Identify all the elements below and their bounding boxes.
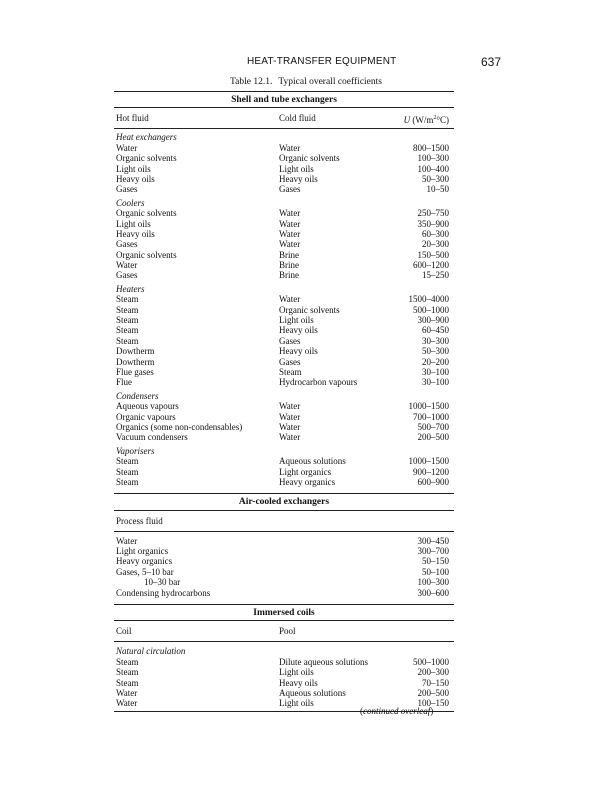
u-value-cell: 250–750: [417, 208, 449, 219]
hot-fluid-cell: Organic solvents: [116, 153, 177, 164]
cold-fluid-cell: Gases: [279, 184, 301, 195]
table-row: [114, 219, 454, 229]
shell-tube-body: [114, 129, 454, 489]
table-row: [114, 588, 454, 598]
group-heading: [114, 391, 454, 401]
u-value-cell: 300–450: [417, 535, 449, 546]
hot-fluid-cell: Flue gases: [116, 367, 154, 377]
coil-cell: Steam: [116, 667, 139, 678]
table-row: [114, 456, 454, 466]
group-heading: [114, 446, 454, 456]
u-value-cell: 900–1200: [413, 466, 449, 477]
u-value-cell: 200–500: [417, 432, 449, 443]
coefficients-table: [114, 91, 454, 712]
col-pool: Pool: [279, 626, 296, 637]
cold-fluid-cell: Water: [279, 401, 301, 412]
cold-fluid-cell: Aqueous solutions: [279, 456, 346, 467]
u-value-cell: 100–300: [417, 577, 449, 588]
table-row: [114, 377, 454, 387]
u-value-cell: 30–300: [422, 335, 449, 346]
pool-cell: Light oils: [279, 698, 314, 709]
table-row: [114, 270, 454, 280]
table-row: [114, 315, 454, 325]
column-header-row: [114, 516, 454, 528]
u-value-cell: 300–900: [417, 315, 449, 326]
u-value-cell: 50–300: [422, 346, 449, 357]
cold-fluid-cell: Hydrocarbon vapours: [279, 377, 358, 388]
u-value-cell: 100–150: [417, 698, 449, 709]
table-row: [114, 546, 454, 556]
column-header-row: [114, 113, 454, 125]
running-header: [0, 56, 612, 70]
hot-fluid-cell: Gases: [116, 239, 138, 250]
u-value-cell: 500–700: [417, 421, 449, 432]
col-process-fluid: Process fluid: [116, 515, 163, 526]
hot-fluid-cell: Gases: [116, 184, 138, 195]
table-row: [114, 164, 454, 174]
hot-fluid-cell: Steam: [116, 325, 139, 336]
hot-fluid-cell: Flue: [116, 377, 133, 388]
hot-fluid-cell: Light oils: [116, 218, 151, 229]
u-value-cell: 600–1200: [413, 260, 449, 271]
u-value-cell: 1500–4000: [408, 294, 449, 305]
table-caption-text: Typical overall coefficients: [278, 77, 382, 87]
cold-fluid-cell: Brine: [279, 249, 299, 260]
u-value-cell: 300–600: [417, 587, 449, 598]
group-heading: [114, 132, 454, 142]
cold-fluid-cell: Heavy oils: [279, 173, 318, 184]
cold-fluid-cell: Light organics: [279, 466, 332, 477]
table-row: [114, 325, 454, 335]
table-row: [114, 250, 454, 260]
u-value-cell: 20–200: [422, 356, 449, 367]
cold-fluid-cell: Water: [279, 228, 301, 239]
hot-fluid-cell: Organics (some non-condensables): [116, 421, 243, 432]
table-row: [114, 174, 454, 184]
table-row: [114, 412, 454, 422]
cold-fluid-cell: Water: [279, 208, 301, 219]
hot-fluid-cell: Organic vapours: [116, 411, 176, 422]
table-row: [114, 184, 454, 194]
process-fluid-cell: Light organics: [116, 546, 169, 557]
section-title-air-cooled: Air-cooled exchangers: [238, 497, 330, 508]
hot-fluid-cell: Vacuum condensers: [116, 432, 188, 443]
table-row: [114, 688, 454, 698]
section-rule: [114, 107, 454, 108]
col-hot-fluid: Hot fluid: [116, 113, 149, 124]
table-row: [114, 294, 454, 304]
u-value-cell: 600–900: [417, 476, 449, 487]
coil-cell: Water: [116, 688, 138, 699]
u-symbol: U: [403, 115, 411, 126]
hot-fluid-cell: Heavy oils: [116, 173, 155, 184]
cold-fluid-cell: Water: [279, 218, 301, 229]
table-row: [114, 556, 454, 566]
cold-fluid-cell: Organic solvents: [279, 153, 340, 164]
u-value-cell: 50–100: [422, 566, 449, 577]
table-row: [114, 667, 454, 677]
section-rule: [114, 620, 454, 621]
u-value-cell: 30–100: [422, 377, 449, 388]
table-row: [114, 357, 454, 367]
u-value-cell: 60–450: [422, 325, 449, 336]
u-value-cell: 200–300: [417, 667, 449, 678]
continued-text: continued overleaf: [363, 706, 431, 716]
hot-fluid-cell: Steam: [116, 476, 139, 487]
section-title-shell-tube: Shell and tube exchangers: [231, 95, 337, 105]
table-row: [114, 367, 454, 377]
group-heading-label: Coolers: [116, 197, 145, 208]
table-row: [114, 153, 454, 163]
group-heading: [114, 646, 454, 656]
u-value-cell: 350–900: [417, 218, 449, 229]
group-heading-label: Heaters: [116, 283, 145, 294]
section-rule: [114, 510, 454, 511]
u-value-cell: 50–300: [422, 173, 449, 184]
u-value-cell: 30–100: [422, 367, 449, 377]
u-value-cell: 200–500: [417, 688, 449, 699]
hot-fluid-cell: Steam: [116, 294, 139, 305]
cold-fluid-cell: Water: [279, 421, 301, 432]
hot-fluid-cell: Steam: [116, 315, 139, 326]
hot-fluid-cell: Steam: [116, 466, 139, 477]
u-value-cell: 1000–1500: [408, 456, 449, 467]
hot-fluid-cell: Aqueous vapours: [116, 401, 179, 412]
cold-fluid-cell: Water: [279, 432, 301, 443]
running-title: HEAT-TRANSFER EQUIPMENT: [247, 56, 397, 67]
cold-fluid-cell: Brine: [279, 260, 299, 271]
u-unit: (W/m: [412, 115, 434, 126]
table-row: [114, 422, 454, 432]
process-fluid-cell: Water: [116, 535, 138, 546]
process-fluid-cell: 10–30 bar: [144, 577, 181, 588]
coil-cell: Water: [116, 698, 138, 709]
coil-cell: Steam: [116, 677, 139, 688]
column-header-row: [114, 626, 454, 638]
hot-fluid-cell: Water: [116, 142, 138, 153]
u-value-cell: 15–250: [422, 270, 449, 281]
hot-fluid-cell: Water: [116, 260, 138, 271]
u-value-cell: 10–50: [426, 184, 449, 195]
cold-fluid-cell: Water: [279, 142, 301, 153]
group-heading: [114, 198, 454, 208]
table-row: [114, 346, 454, 356]
table-row: [114, 678, 454, 688]
u-value-cell: 800–1500: [413, 142, 449, 153]
u-value-cell: 1000–1500: [408, 401, 449, 412]
group-heading-label: Heat exchangers: [116, 132, 177, 143]
group-heading-label: Natural circulation: [116, 646, 186, 657]
cold-fluid-cell: Light oils: [279, 163, 314, 174]
pool-cell: Heavy oils: [279, 677, 318, 688]
table-row: [114, 208, 454, 218]
table-row: [114, 536, 454, 546]
air-cooled-body: [114, 532, 454, 600]
hot-fluid-cell: Steam: [116, 456, 139, 467]
table-row: [114, 229, 454, 239]
table-row: [114, 401, 454, 411]
hot-fluid-cell: Organic solvents: [116, 249, 177, 260]
cold-fluid-cell: Water: [279, 239, 301, 250]
col-cold-fluid: Cold fluid: [279, 113, 316, 124]
pool-cell: Light oils: [279, 667, 314, 678]
cold-fluid-cell: Steam: [279, 367, 302, 377]
cold-fluid-cell: Brine: [279, 270, 299, 281]
cold-fluid-cell: Heavy organics: [279, 476, 336, 487]
cold-fluid-cell: Water: [279, 294, 301, 305]
u-unit-tail: °C): [436, 115, 449, 126]
hot-fluid-cell: Dowtherm: [116, 356, 155, 367]
page-number: 637: [481, 55, 502, 69]
u-value-cell: 20–300: [422, 239, 449, 250]
table-row: [114, 239, 454, 249]
table-row: [114, 477, 454, 487]
u-value-cell: 700–1000: [413, 411, 449, 422]
u-value-cell: 500–1000: [413, 304, 449, 315]
hot-fluid-cell: Gases: [116, 270, 138, 281]
table-row: [114, 143, 454, 153]
table-row: [114, 305, 454, 315]
u-value-cell: 50–150: [422, 556, 449, 567]
hot-fluid-cell: Organic solvents: [116, 208, 177, 219]
table-row: [114, 467, 454, 477]
cold-fluid-cell: Organic solvents: [279, 304, 340, 315]
group-heading-label: Condensers: [116, 390, 159, 401]
group-heading-label: Vaporisers: [116, 445, 155, 456]
process-fluid-cell: Gases, 5–10 bar: [116, 566, 174, 577]
u-value-cell: 500–1000: [413, 656, 449, 667]
cold-fluid-cell: Gases: [279, 335, 301, 346]
table-row: [114, 657, 454, 667]
u-value-cell: 150–500: [417, 249, 449, 260]
process-fluid-cell: Heavy organics: [116, 556, 173, 567]
cold-fluid-cell: Gases: [279, 356, 301, 367]
cold-fluid-cell: Water: [279, 411, 301, 422]
coil-cell: Steam: [116, 656, 139, 667]
continued-note: (continued overleaf): [360, 706, 434, 716]
u-value-cell: 100–300: [417, 153, 449, 164]
hot-fluid-cell: Dowtherm: [116, 346, 155, 357]
table-row: [114, 567, 454, 577]
table-caption-label: Table 12.1.: [230, 77, 273, 87]
cold-fluid-cell: Heavy oils: [279, 346, 318, 357]
table-caption: [0, 77, 612, 87]
process-fluid-cell: Condensing hydrocarbons: [116, 587, 211, 598]
u-value-cell: 60–300: [422, 228, 449, 239]
u-unit-sup: 2: [433, 115, 437, 122]
hot-fluid-cell: Light oils: [116, 163, 151, 174]
table-row: [114, 432, 454, 442]
hot-fluid-cell: Steam: [116, 304, 139, 315]
hot-fluid-cell: Steam: [116, 335, 139, 346]
table-row: [114, 260, 454, 270]
immersed-coils-body: [114, 642, 454, 708]
u-value-cell: 70–150: [422, 677, 449, 688]
col-coil: Coil: [116, 626, 132, 637]
pool-cell: Aqueous solutions: [279, 688, 346, 699]
u-value-cell: 300–700: [417, 546, 449, 557]
table-row: [114, 577, 454, 587]
table-row: [114, 336, 454, 346]
cold-fluid-cell: Light oils: [279, 315, 314, 326]
pool-cell: Dilute aqueous solutions: [279, 656, 368, 667]
col-u-coefficient: [404, 113, 449, 125]
u-value-cell: 100–400: [417, 163, 449, 174]
section-title-immersed: Immersed coils: [253, 608, 315, 619]
cold-fluid-cell: Heavy oils: [279, 325, 318, 336]
hot-fluid-cell: Heavy oils: [116, 228, 155, 239]
group-heading: [114, 284, 454, 294]
